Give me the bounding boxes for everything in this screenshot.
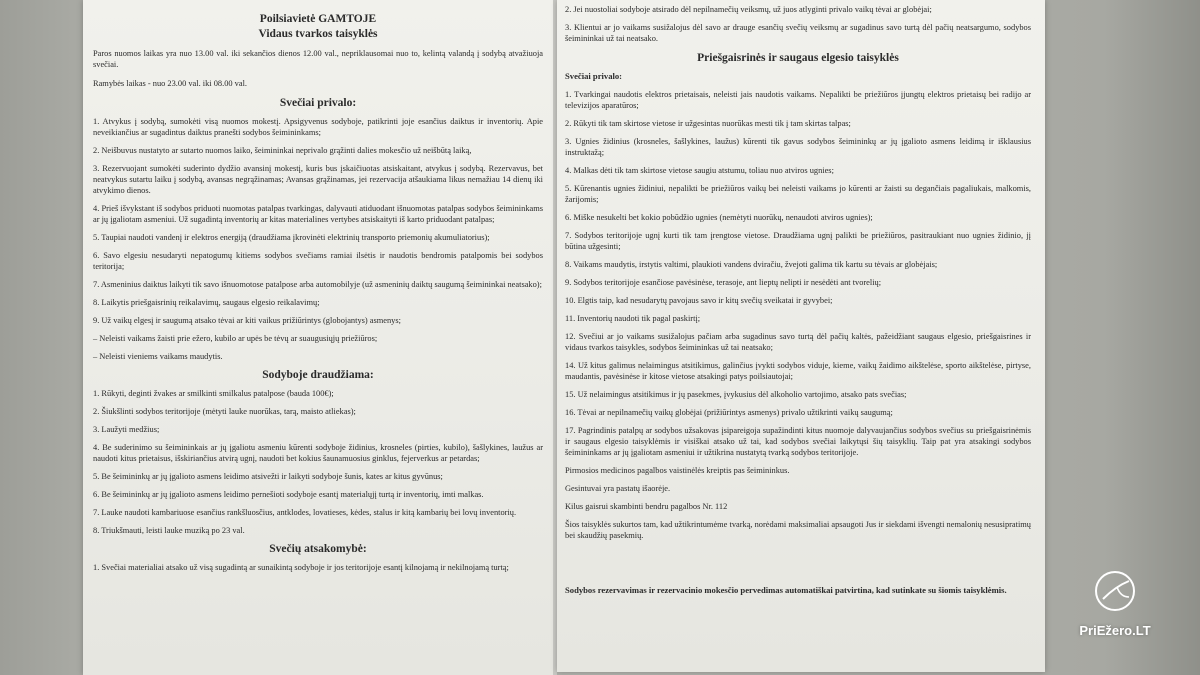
notes-block [565,465,1031,541]
list-item: 5. Be šeimininkų ar jų įgalioto asmens leidimo atsivežti ir laikyti sodyboje šunis, kates ar kitus gyvūnus; [93,472,443,481]
list-item: 12. Svečiui ar jo vaikams susižalojus pačiam arba sugadinus savo turtą dėl pačių kaltės, pažeidžiant saugaus elgesio, priešgaisrines ir vidaus tvarkos taisykles, sodybos šeimininkas už tai neatsako; [565,332,1031,352]
list-item: – Neleisti vieniems vaikams maudytis. [93,352,223,361]
list-item: 7. Lauke naudoti kambariuose esančius rankšluosčius, antklodes, lovatieses, kėdes, stalus ir kitą kambarių bei lovų inventorių. [93,508,517,517]
list-item: 7. Asmeninius daiktus laikyti tik savo išnuomotose patalpose arba automobilyje (už asmeninių daiktų saugumą šeimininkai neatsako); [93,280,542,289]
liability-list [93,562,543,573]
document-title: Poilsiavietė GAMTOJE [259,13,377,25]
rules-sheet-left [83,0,553,675]
list-item: 8. Laikytis priešgaisrinių reikalavimų, saugaus elgesio reikalavimų; [93,298,320,307]
list-item: 4. Be suderinimo su šeimininkais ar jų įgaliotu asmeniu kūrenti sodyboje židinius, krosneles (pirties, kubilo), šašlykines, laužus ar naudoti kitus prietaisus, išskiriančius atvirą ugnį, naudoti bet kokius šaunamuosius ginklus, fejerverkus ar petardas; [93,443,543,463]
list-item: 1. Atvykus į sodybą, sumokėti visą nuomos mokestį. Apsigyvenus sodyboje, patikrinti joje esančius daiktus ir inventorių. Apie neveikiančius ar sugadintus daiktus pranešti sodybos šeimininkams; [93,117,543,137]
note-line: Gesintuvai yra pastatų išaorėje. [565,484,671,493]
list-item: 2. Rūkyti tik tam skirtose vietose ir užgesintas nuorūkas mesti tik į tam skirtas talpas; [565,119,851,128]
fire-safety-heading: Priešgaisrinės ir saugaus elgesio taisyklės [697,52,899,64]
list-item: 8. Triukšmauti, leisti lauke muziką po 23 val. [93,526,245,535]
list-item: 7. Sodybos teritorijoje ugnį kurti tik tam įrengtose vietose. Draudžiama ugnį palikti be priežiūros, pasitraukiant nuo ugnies židinio, jį būtina užgesinti; [565,231,1031,251]
list-item: 9. Sodybos teritorijoje esančiose pavėsinėse, terasoje, ant lieptų nelipti ir nesėdėti ant tvorelių; [565,278,882,287]
section-heading: Sodyboje draudžiama: [262,369,374,381]
fire-safety-subheading: Svečiai privalo: [565,71,623,81]
leaf-circle-icon [1095,571,1135,611]
list-item: 8. Vaikams maudytis, irstytis valtimi, plaukioti vandens dviračiu, žvejoti galima tik kartu su tėvais ar globėjais; [565,260,938,269]
list-item: 11. Inventorių naudoti tik pagal paskirtį; [565,314,701,323]
list-item: 9. Už vaikų elgesį ir saugumą atsako tėvai ar kiti vaikus prižiūrintys (globojantys) asmenys; [93,316,401,325]
section-heading: Svečiai privalo: [279,97,357,109]
list-item: 2. Jei nuostoliai sodyboje atsirado dėl nepilnamečių veiksmų, už juos atlyginti privalo vaikų tėvai ar globėjai; [565,5,932,14]
intro-block [93,48,543,89]
list-item: 3. Rezervuojant sumokėti suderinto dydžio avansinį mokestį, kuris bus įskaičiuotas atsiskaitant, atvykus į sodybą. Rezervavus, bet neatvykus sutartu laiku į sodybą, avansas negrąžinamas; Avansas grąžinamas, jei rezervacija atšaukiama likus nemažiau 14 dienų iki atvykimo dienos. [93,164,543,195]
prohibited-list [93,388,543,536]
note-line: Šios taisyklės sukurtos tam, kad užtikrintumėme tvarką, norėdami maksimaliai apsaugoti Jus ir siekdami išvengti nemalonių nesusipratimų bei skaudžių pasekmių. [565,520,1031,540]
list-item: 3. Klientui ar jo vaikams susižalojus dėl savo ar drauge esančių svečių veiksmų ar sugadinus savo turtą dėl pačių neatsargumo, sodybos šeimininkai už tai neatsako. [565,23,1031,43]
list-item: 14. Už kitus galimus nelaimingus atsitikimus, galinčius įvykti sodybos viduje, kieme, vaikų žaidimo aikštelėse, sporto aikštelėse, pirtyse, maudantis, pavėsinėse ir kitose vietose atsakingi patys poilsiautojai; [565,361,1031,381]
list-item: 6. Miške nesukelti bet kokio pobūdžio ugnies (nemėtyti nuorūkų, nenaudoti atviros ugnies); [565,213,873,222]
note-line: Kilus gaisrui skambinti bendru pagalbos Nr. 112 [565,502,728,511]
list-item: 5. Taupiai naudoti vandenį ir elektros energiją (draudžiama įkrovinėti elektrinių transporto priemonių akumuliatorius); [93,233,490,242]
guests-must-list [93,116,543,362]
list-item: 1. Svečiai materialiai atsako už visą sugadintą ar sunaikintą sodyboje ir jos teritorijoje esantį kilnojamą ir nekilnojamą turtą; [93,563,509,572]
intro-paragraph: Paros nuomos laikas yra nuo 13.00 val. iki sekančios dienos 12.00 val., nepriklausomai nuo to, kelintą valandą į sodybą atvažiuoja svečiai. [93,49,543,69]
rules-sheet-right [557,0,1045,672]
agreement-statement: Sodybos rezervavimas ir rezervacinio mokesčio pervedimas automatiškai patvirtina, kad sutinkate su šiomis taisyklėmis. [565,585,1007,595]
list-item: 4. Prieš išvykstant iš sodybos priduoti nuomotas patalpas tvarkingas, dalyvauti atiduodant išnuomotas patalpas sodybos šeimininkams ar jų įgaliotam asmeniui. Už sugadintą inventorių ar kitas materialines vertybes atsiskaityti iš karto priduodant patalpas; [93,204,543,224]
section-heading: Svečių atsakomybė: [269,543,367,555]
watermark-text: PriEžero.LT [1079,623,1151,638]
list-item: 15. Už nelaimingus atsitikimus ir jų pasekmes, įvykusius dėl alkoholio vartojimo, atsako pats svečias; [565,390,907,399]
list-item: 2. Šiukšlinti sodybos teritorijoje (mėtyti lauke nuorūkas, tarą, maisto atliekas); [93,407,356,416]
list-item: 4. Malkas dėti tik tam skirtose vietose saugiu atstumu, toliau nuo atviros ugnies; [565,166,834,175]
list-item: 10. Elgtis taip, kad nesudarytų pavojaus savo ir kitų svečių sveikatai ir gyvybei; [565,296,833,305]
list-item: 2. Neišbuvus nustatyto ar sutarto nuomos laiko, šeimininkai neprivalo grąžinti dalies mokesčio už neišbūtą laiką, [93,146,472,155]
list-item: 6. Savo elgesiu nesudaryti nepatogumų kitiems sodybos svečiams ramiai ilsėtis ir naudotis bendromis patalpomis bei sodybos teritorija; [93,251,543,271]
list-item: 3. Laužyti medžius; [93,425,160,434]
liability-list-continued [565,4,1031,44]
list-item: 1. Tvarkingai naudotis elektros prietaisais, neleisti jais naudotis vaikams. Nepalikti be priežiūros įjungtų elektros prietaisų bei radijo ar televizijos aparatūros; [565,90,1031,110]
list-item: 5. Kūrenantis ugnies židiniui, nepalikti be priežiūros vaikų bei neleisti vaikams jo kūrenti ar žaisti su degančiais pagaliukais, malkomis, žarijomis; [565,184,1031,204]
watermark-logo [1060,565,1170,670]
list-item: 17. Pagrindinis patalpų ar sodybos užsakovas įsipareigoja supažindinti kitus nuomoje dalyvaujančius sodybos svečius su priešgaisrinėmis ir saugaus elgesio taisyklėmis ir visiškai atsako už tai, kad sodybos svečiai laikytųsi šių taisyklių. Taip pat yra atsakingi sodybos šeimininkams ar jų įgaliotam asmeniui ir užtikrina nustatytą tvarką sodybos teritorijoje. [565,426,1031,457]
intro-paragraph: Ramybės laikas - nuo 23.00 val. iki 08.00 val. [93,79,247,88]
note-line: Pirmosios medicinos pagalbos vaistinėlės kreiptis pas šeimininkus. [565,466,790,475]
list-item: 3. Ugnies židinius (krosneles, šašlykines, laužus) kūrenti tik gavus sodybos šeimininkų ar jų įgalioto asmens leidimą ir išklausius instruktažą; [565,137,1031,157]
list-item: 1. Rūkyti, deginti žvakes ar smilkinti smilkalus patalpose (bauda 100€); [93,389,334,398]
document-subtitle: Vidaus tvarkos taisyklės [258,28,378,40]
list-item: 16. Tėvai ar nepilnamečių vaikų globėjai (prižiūrintys asmenys) privalo užtikrinti vaikų saugumą; [565,408,893,417]
list-item: 6. Be šeimininkų ar jų įgalioto asmens leidimo pernešioti sodyboje esantį materialųjį turtą ir inventorių, imti malkas. [93,490,484,499]
fire-safety-list [565,89,1031,458]
list-item: – Neleisti vaikams žaisti prie ežero, kubilo ar upės be tėvų ar suaugusiųjų priežiūros; [93,334,378,343]
